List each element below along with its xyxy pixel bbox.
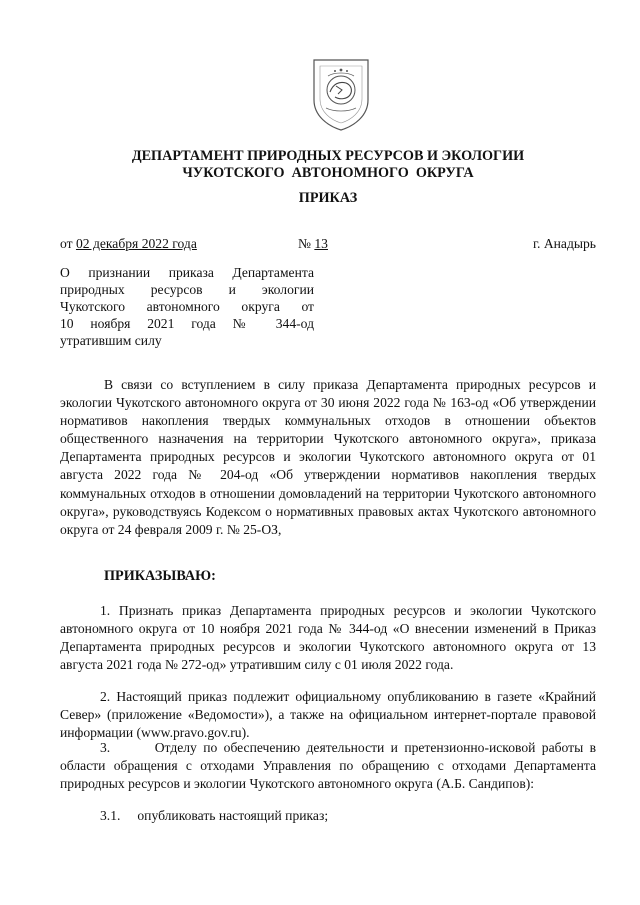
order-date-prefix: от (60, 236, 76, 251)
subject-line: 10 ноября 2021 года № 344-од (60, 316, 314, 331)
department-title (60, 148, 596, 182)
order-date (60, 236, 197, 252)
subject-line: природных ресурсов и экологии (60, 282, 314, 297)
order-number-value: 13 (314, 236, 328, 251)
order-number (298, 236, 328, 252)
order-date-value: 02 декабря 2022 года (75, 236, 197, 251)
order-item-3-1: 3.1. опубликовать настоящий приказ; (100, 808, 329, 823)
order-meta-row (60, 236, 596, 254)
order-item-2: 2. Настоящий приказ подлежит официальному опубликованию в газете «Крайний Север» (приложение «Ведомости»), а также на официальном интернет-портале правовой информации (www.pravo.gov.ru). (60, 689, 596, 741)
subject-line: утратившим силу (60, 333, 162, 348)
department-title-line2: ЧУКОТСКОГО АВТОНОМНОГО ОКРУГА (182, 165, 474, 181)
order-operative-word: ПРИКАЗЫВАЮ: (104, 568, 216, 584)
coat-of-arms-icon (306, 56, 376, 132)
document-type-title: ПРИКАЗ (298, 190, 358, 206)
order-item-3: 3. Отделу по обеспечению деятельности и претензионно-исковой работы в области обращения с отходами Управления по обращению с отходами Департамента природных ресурсов и экологии Чукотского автономного округа (А.Б. Сандипов): (60, 740, 600, 792)
subject-line: О признании приказа Департамента (60, 265, 314, 280)
order-item-1: 1. Признать приказ Департамента природных ресурсов и экологии Чукотского автономного округа от 10 ноября 2021 года № 344-од «О внесении изменений в Приказ Департамента природных ресурсов и экологии Чукотского автономного округа от 13 августа 2021 года № 272-од» утратившим силу с 01 июля 2022 года. (60, 603, 596, 673)
preamble-paragraph: В связи со вступлением в силу приказа Департамента природных ресурсов и экологии Чукотского автономного округа от 30 июня 2022 года № 163-од «Об утверждении нормативов накопления твердых коммунальных отходов в отношении объектов общественного назначения на территории Чукотского автономного округа», приказа Департамента природных ресурсов и экологии Чукотского автономного округа от 01 августа 2022 года № 204-од «Об утверждении нормативов накопления твердых коммунальных отходов в отношении домовладений на территории Чукотского автономного округа», руководствуясь Кодексом о нормативных правовых актах Чукотского автономного округа от 24 февраля 2009 г. № 25-ОЗ, (60, 377, 596, 537)
order-subject (60, 264, 314, 349)
department-title-line1: ДЕПАРТАМЕНТ ПРИРОДНЫХ РЕСУРСОВ И ЭКОЛОГИИ (131, 148, 525, 164)
order-city: г. Анадырь (532, 236, 596, 251)
subject-line: Чукотского автономного округа от (60, 299, 314, 314)
order-number-prefix: № (298, 236, 315, 251)
